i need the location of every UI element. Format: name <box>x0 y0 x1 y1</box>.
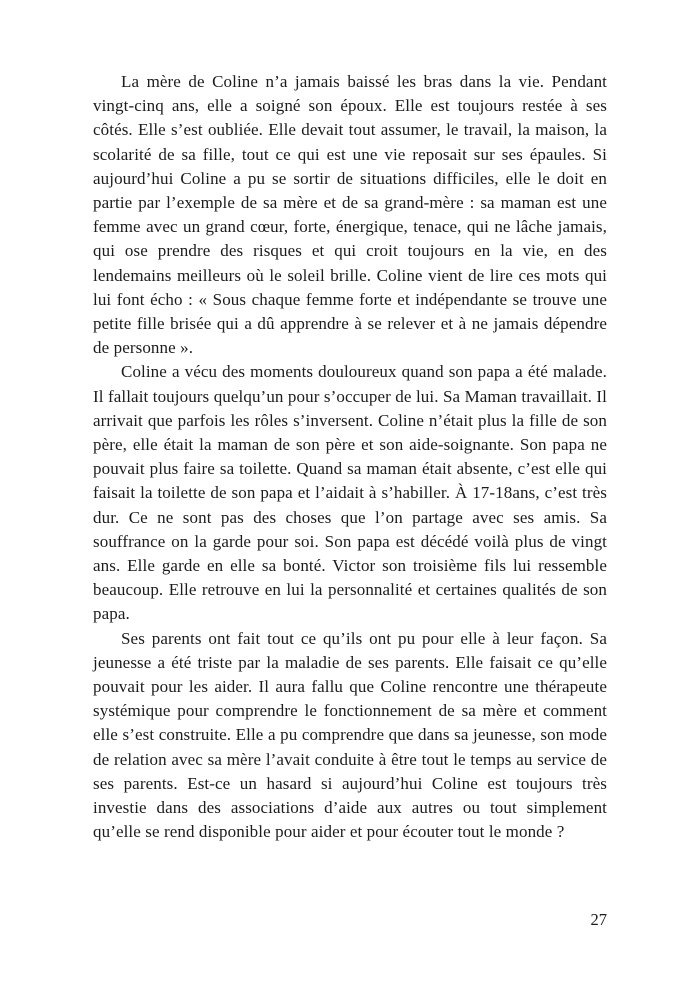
page-body <box>93 70 607 845</box>
page-number: 27 <box>590 910 607 929</box>
paragraph-1: La mère de Coline n’a jamais baissé les bras dans la vie. Pendant vingt-cinq ans, elle a soigné son époux. Elle est toujours restée à ses côtés. Elle s’est oubliée. Elle devait tout assumer, le travail, la maison, la scolarité de sa fille, tout ce qui est une vie reposait sur ses épaules. Si aujourd’hui Coline a pu se sortir de situations difficiles, elle le doit en partie par l’exemple de sa mère et de sa grand-mère : sa maman est une femme avec un grand cœur, forte, énergique, tenace, qui ne lâche jamais, qui ose prendre des risques et qui croit toujours en la vie, en des lendemains meilleurs où le soleil brille. Coline vient de lire ces mots qui lui font écho : « Sous chaque femme forte et indépendante se trouve une petite fille brisée qui a dû apprendre à se relever et à ne jamais dépendre de personne ». <box>93 72 607 358</box>
paragraph-3: Ses parents ont fait tout ce qu’ils ont pu pour elle à leur façon. Sa jeunesse a été triste par la maladie de ses parents. Elle faisait ce qu’elle pouvait pour les aider. Il aura fallu que Coline rencontre une thérapeute systémique pour comprendre le fonctionnement de sa mère et comment elle s’est construite. Elle a pu comprendre que dans sa jeunesse, son mode de relation avec sa mère l’avait conduite à être tout le temps au service de ses parents. Est-ce un hasard si aujourd’hui Coline est toujours très investie dans des associations d’aide aux autres ou tout simplement qu’elle se rend disponible pour aider et pour écouter tout le monde ? <box>93 628 607 842</box>
paragraph-2: Coline a vécu des moments douloureux quand son papa a été malade. Il fallait toujours quelqu’un pour s’occuper de lui. Sa Maman travaillait. Il arrivait que parfois les rôles s’inversent. Coline n’était plus la fille de son père, elle était la maman de son père et son aide-soignante. Son papa ne pouvait plus faire sa toilette. Quand sa maman était absente, c’est elle qui faisait la toilette de son papa et l’aidait à s’habiller. À 17-18ans, c’est très dur. Ce ne sont pas des choses que l’on partage avec ses amis. Sa souffrance on la garde pour soi. Son papa est décédé voilà plus de vingt ans. Elle garde en elle sa bonté. Victor son troisième fils lui ressemble beaucoup. Elle retrouve en lui la personnalité et certaines qualités de son papa. <box>93 362 607 624</box>
